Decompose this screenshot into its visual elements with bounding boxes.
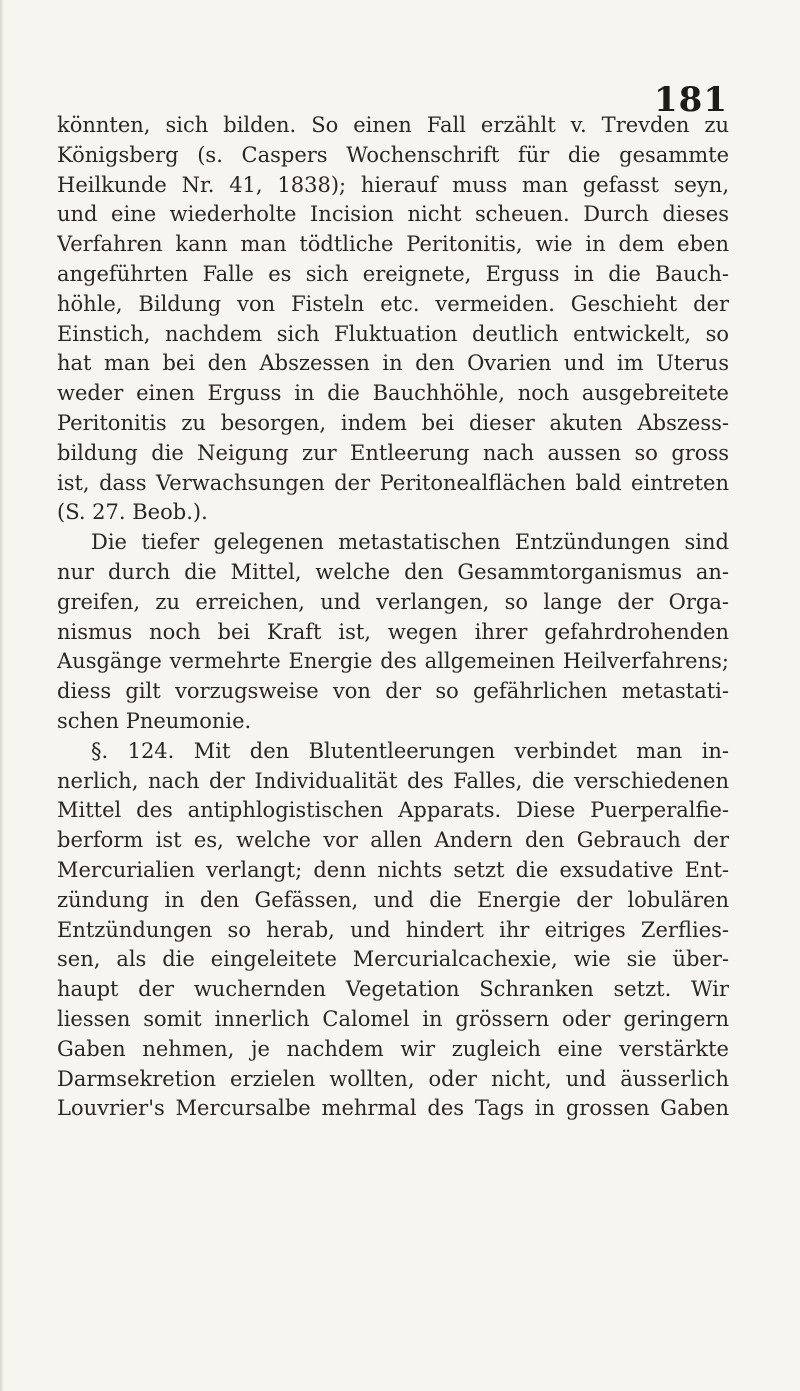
text-line: Louvrier's Mercursalbe mehrmal des Tags in grossen Gaben [57,1096,729,1121]
text-line: höhle, Bildung von Fisteln etc. vermeiden. Geschieht der [57,291,729,316]
text-line: Ausgänge vermehrte Energie des allgemeinen Heilverfahrens; [57,649,729,674]
text-line: haupt der wuchernden Vegetation Schranken setzt. Wir [57,977,729,1002]
text-line: Einstich, nachdem sich Fluktuation deutlich entwickelt, so [57,321,729,346]
text-line: und eine wiederholte Incision nicht scheuen. Durch dieses [57,202,729,227]
text-line: diess gilt vorzugsweise von der so gefährlichen metastati- [57,679,729,704]
text-line: zündung in den Gefässen, und die Energie der lobulären [57,887,729,912]
text-line: bildung die Neigung zur Entleerung nach aussen so gross [57,440,729,465]
text-line: Heilkunde Nr. 41, 1838); hierauf muss man gefasst seyn, [57,172,729,197]
page-number: 181 [654,80,728,120]
text-line: Verfahren kann man tödtliche Peritonitis, wie in dem eben [57,232,729,257]
text-line: könnten, sich bilden. So einen Fall erzählt v. Trevden zu [57,113,729,137]
text-line: Entzündungen so herab, und hindert ihr eitriges Zerflies- [57,917,729,942]
text-line: Mittel des antiphlogistischen Apparats. Diese Puerperalfie- [57,798,729,823]
text-line: greifen, zu erreichen, und verlangen, so lange der Orga- [57,589,729,614]
text-line: Mercurialien verlangt; denn nichts setzt die exsudative Ent- [57,857,729,882]
text-line: angeführten Falle es sich ereignete, Erguss in die Bauch- [57,261,729,286]
text-line: nerlich, nach der Individualität des Falles, die verschiedenen [57,768,729,793]
text-line: §. 124. Mit den Blutentleerungen verbindet man in- [91,738,729,763]
text-line: Gaben nehmen, je nachdem wir zugleich eine verstärkte [57,1036,729,1061]
text-line: sen, als die eingeleitete Mercurialcachexie, wie sie über- [57,947,729,972]
body-text [57,111,729,1124]
text-line: liessen somit innerlich Calomel in grössern oder geringern [57,1006,729,1031]
text-line: schen Pneumonie. [57,708,252,733]
page-binding-edge [0,0,4,1391]
text-line: Peritonitis zu besorgen, indem bei dieser akuten Abszess- [57,410,729,435]
text-line: nur durch die Mittel, welche den Gesammtorganismus an- [57,559,729,584]
text-line: hat man bei den Abszessen in den Ovarien und im Uterus [57,351,729,376]
text-line: weder einen Erguss in die Bauchhöhle, noch ausgebreitete [57,381,729,406]
text-line: nismus noch bei Kraft ist, wegen ihrer gefahrdrohenden [57,619,729,644]
text-line: ist, dass Verwachsungen der Peritonealflächen bald eintreten [57,470,729,495]
text-line: Königsberg (s. Caspers Wochenschrift für die gesammte [57,142,729,167]
text-line: Die tiefer gelegenen metastatischen Entzündungen sind [91,530,729,555]
text-line: Darmsekretion erzielen wollten, oder nicht, und äusserlich [57,1066,729,1091]
text-line: (S. 27. Beob.). [57,500,208,525]
text-line: berform ist es, welche vor allen Andern den Gebrauch der [57,828,729,853]
